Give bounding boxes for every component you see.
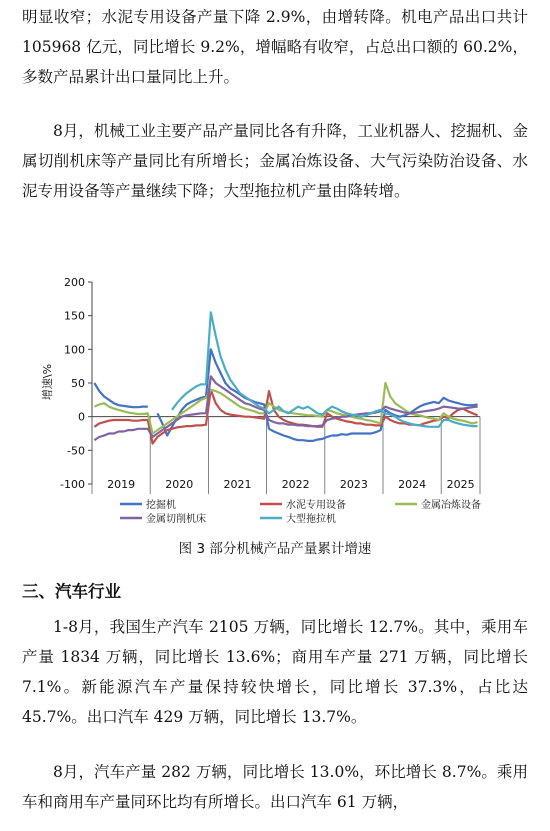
y-tick-label: 50	[71, 377, 85, 390]
section-heading: 三、汽车行业	[22, 582, 121, 601]
paragraph-august-output: 8月，机械工业主要产品产量同比各有升降，工业机器人、挖掘机、金属切削机床等产量同比有所增长；金属冶炼设备、大气污染防治设备、水泥专用设备等产量继续下降；大型拖拉机产量由降转增。	[22, 122, 528, 200]
year-label: 2023	[339, 478, 368, 491]
legend-label: 挖掘机	[146, 500, 176, 511]
year-label: 2025	[446, 478, 475, 491]
year-label: 2021	[223, 478, 252, 491]
legend-label: 大型拖拉机	[286, 514, 336, 525]
year-label: 2024	[398, 478, 427, 491]
y-tick-label: 0	[78, 410, 85, 424]
machinery-growth-chart	[40, 270, 510, 530]
y-axis-label: 增速\%	[41, 363, 54, 401]
y-tick-label: 150	[64, 309, 85, 323]
paragraph-auto-august: 8月，汽车产量 282 万辆，同比增长 13.0%，环比增长 8.7%。乘用车和商用车产量同环比均有所增长。出口汽车 61 万辆，	[22, 763, 528, 811]
y-tick-label: 100	[64, 343, 85, 357]
year-label: 2019	[107, 478, 136, 491]
legend-label: 金属切削机床	[146, 514, 206, 525]
legend-label: 金属冶炼设备	[421, 500, 481, 511]
y-tick-label: -100	[60, 478, 85, 491]
year-label: 2020	[165, 478, 194, 491]
y-tick-label: -50	[67, 444, 85, 458]
legend-label: 水泥专用设备	[286, 500, 346, 511]
year-label: 2022	[281, 478, 310, 491]
paragraph-auto-ytd: 1-8月，我国生产汽车 2105 万辆，同比增长 12.7%。其中，乘用车产量 1834 万辆，同比增长 13.6%；商用车产量 271 万辆，同比增长 7.1%。新能源汽车产量保持较快增长，同比增长 37.3%，占比达 45.7%。出口汽车 429 万辆，同比增长 13.7%。	[22, 618, 528, 726]
y-tick-label: 200	[64, 276, 85, 289]
figure-caption: 图 3 部分机械产品产量累计增速	[178, 541, 372, 557]
paragraph-exports: 明显收窄；水泥专用设备产量下降 2.9%，由增转降。机电产品出口共计 105968 亿元，同比增长 9.2%，增幅略有收窄，占总出口额的 60.2%，多数产品累计出口量同比上升。	[22, 8, 528, 86]
chart-svg	[40, 270, 510, 530]
